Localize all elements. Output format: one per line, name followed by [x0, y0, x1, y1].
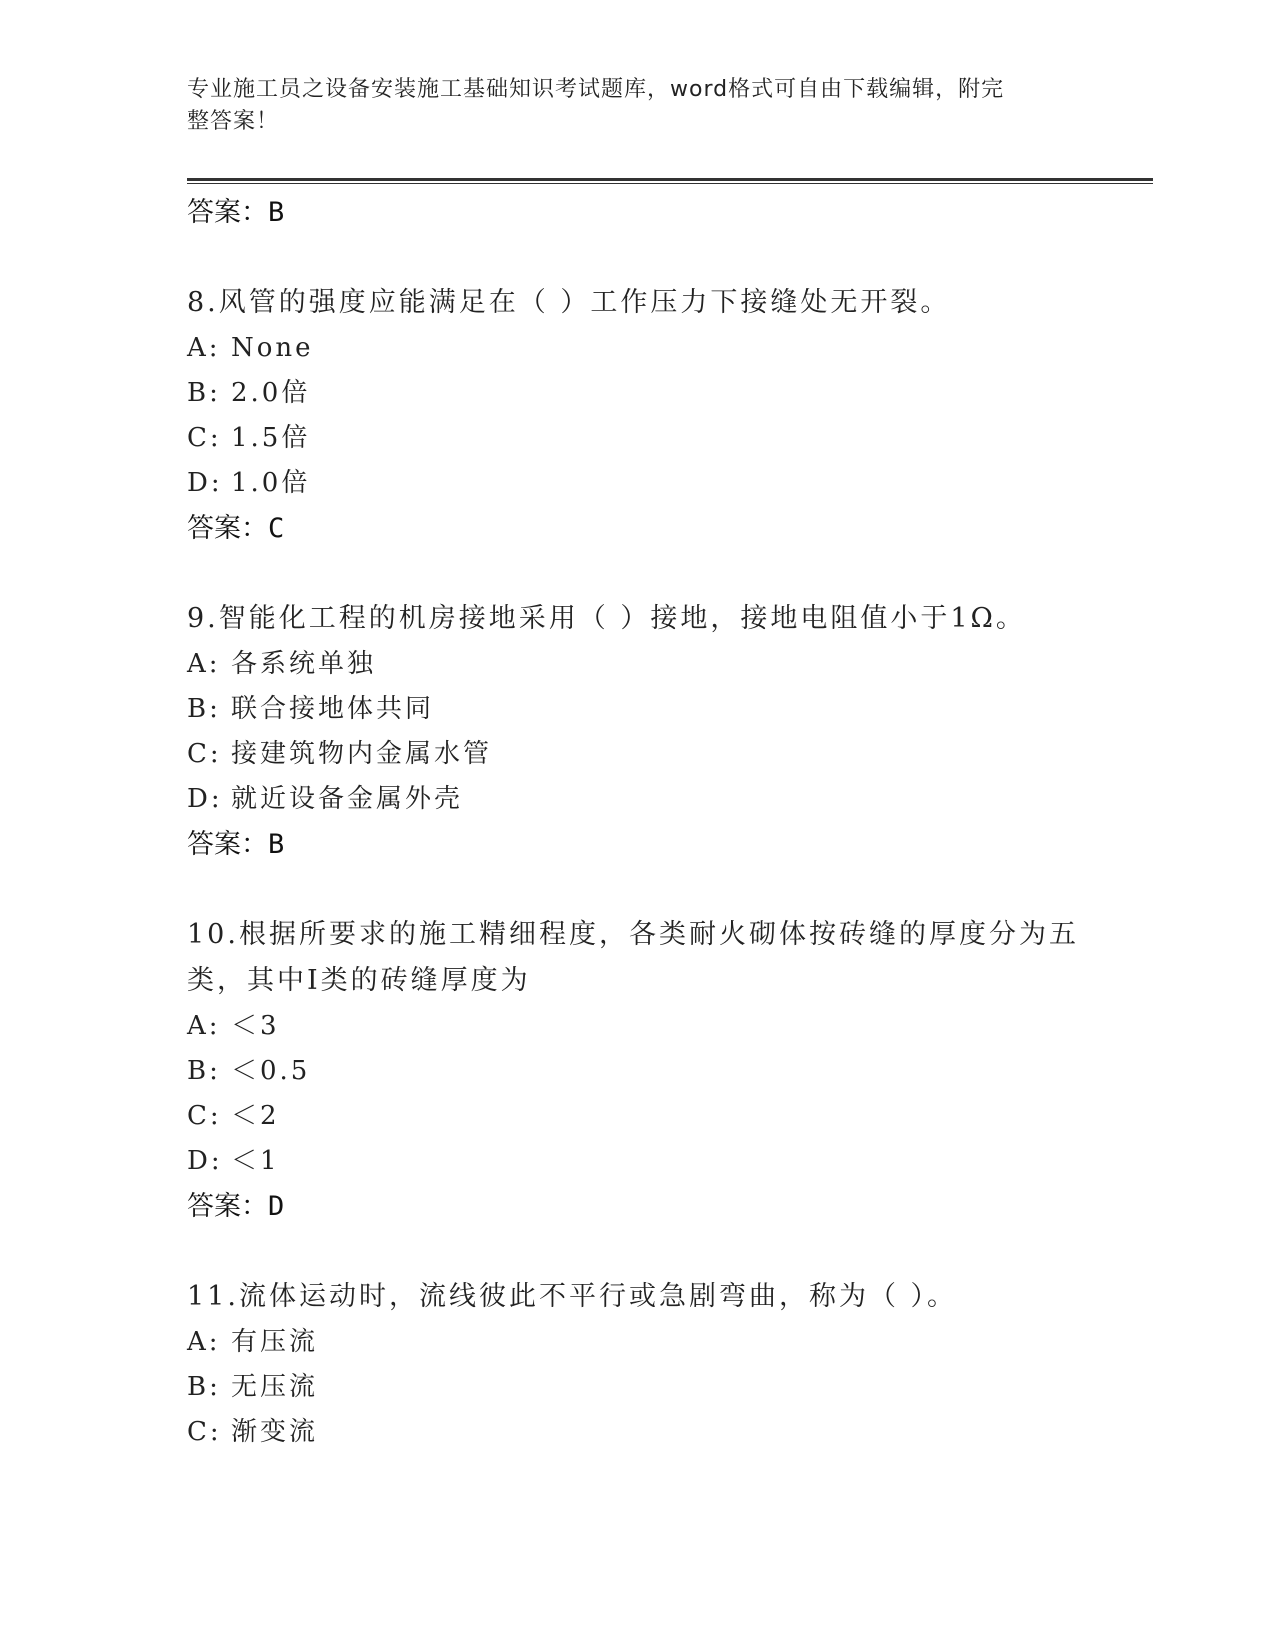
option-text: 接建筑物内金属水管: [231, 739, 493, 769]
answer-line: 答案：C: [187, 513, 285, 544]
option-key: A:: [187, 333, 221, 363]
question-text: 11.流体运动时，流线彼此不平行或急剧弯曲，称为（ ）。: [187, 1281, 958, 1312]
option-text: ＜3: [231, 1011, 280, 1041]
option-a: [187, 1320, 1087, 1365]
option-b: [187, 1049, 1087, 1094]
question-text: 10.根据所要求的施工精细程度，各类耐火砌体按砖缝的厚度分为五类，其中Ⅰ类的砖缝厚度为: [187, 919, 1079, 996]
question-list: [187, 190, 1087, 1455]
question-text: 9.智能化工程的机房接地采用（ ）接地，接地电阻值小于1Ω。: [187, 603, 1026, 634]
header-divider-thin: [187, 183, 1153, 184]
option-a: [187, 326, 1087, 371]
option-key: A:: [187, 649, 221, 679]
option-d: [187, 461, 1087, 506]
answer-line: 答案：D: [187, 1191, 285, 1222]
option-key: C:: [187, 1417, 222, 1447]
option-text: None: [231, 333, 314, 363]
answer-line: 答案：B: [187, 829, 285, 860]
option-d: [187, 777, 1087, 822]
question-text: 8.风管的强度应能满足在（ ）工作压力下接缝处无开裂。: [187, 287, 951, 318]
answer-line: 答案：B: [187, 197, 285, 228]
question-item: [187, 280, 1087, 552]
option-b: [187, 1365, 1087, 1410]
page-header: [187, 74, 1067, 138]
option-text: 就近设备金属外壳: [231, 784, 464, 814]
option-key: B:: [187, 694, 221, 724]
option-text: 渐变流: [231, 1417, 319, 1447]
option-key: C:: [187, 1101, 222, 1131]
option-text: ＜1: [231, 1146, 280, 1176]
option-a: [187, 642, 1087, 687]
option-text: ＜2: [231, 1101, 280, 1131]
option-d: [187, 1139, 1087, 1184]
option-text: 1.5倍: [231, 423, 311, 453]
question-item: [187, 912, 1087, 1230]
option-key: D:: [187, 468, 223, 498]
header-line-1: 专业施工员之设备安装施工基础知识考试题库，word格式可自由下载编辑，附完: [187, 77, 1005, 102]
option-key: D:: [187, 784, 223, 814]
option-c: [187, 416, 1087, 461]
option-key: A:: [187, 1327, 221, 1357]
option-key: B:: [187, 1372, 221, 1402]
option-key: C:: [187, 739, 222, 769]
option-text: 各系统单独: [231, 649, 377, 679]
option-key: B:: [187, 1056, 221, 1086]
option-text: 2.0倍: [231, 378, 311, 408]
question-item: [187, 1274, 1087, 1455]
header-divider: [187, 178, 1153, 181]
option-text: 联合接地体共同: [231, 694, 435, 724]
option-b: [187, 371, 1087, 416]
question-item: [187, 596, 1087, 868]
option-text: 无压流: [231, 1372, 319, 1402]
option-c: [187, 1410, 1087, 1455]
option-key: A:: [187, 1011, 221, 1041]
option-key: D:: [187, 1146, 223, 1176]
option-c: [187, 732, 1087, 777]
option-key: C:: [187, 423, 222, 453]
header-line-2: 整答案！: [187, 109, 280, 134]
option-text: 有压流: [231, 1327, 319, 1357]
option-b: [187, 687, 1087, 732]
option-text: 1.0倍: [231, 468, 311, 498]
option-c: [187, 1094, 1087, 1139]
option-key: B:: [187, 378, 221, 408]
option-a: [187, 1004, 1087, 1049]
option-text: ＜0.5: [231, 1056, 311, 1086]
